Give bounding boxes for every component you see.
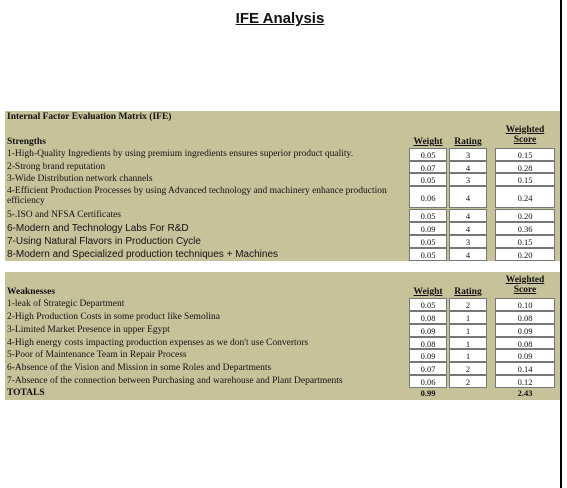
rating-cell: 4 (449, 186, 487, 208)
factor-label: 1-High-Quality Ingredients by using premium ingredients ensures superior product quality. (7, 149, 354, 159)
rating-cell: 1 (449, 324, 487, 337)
rating-cell: 2 (449, 375, 487, 388)
weaknesses-score-header: Weighted Score (505, 275, 545, 295)
matrix-title: Internal Factor Evaluation Matrix (IFE) (7, 112, 172, 122)
factor-label: 7-Using Natural Flavors in Production Cycle (7, 236, 201, 247)
weaknesses-heading: Weaknesses (7, 287, 56, 297)
rating-cell: 4 (449, 248, 487, 261)
page-right-border (560, 0, 562, 488)
factor-label: 4-High energy costs impacting production expenses as we don't use Convertors (7, 338, 309, 348)
strengths-heading: Strengths (7, 137, 46, 147)
factor-label: 5-Poor of Maintenance Team in Repair Process (7, 350, 187, 360)
strengths-rating-header: Rating (454, 137, 482, 147)
score-cell: 0.10 (495, 298, 555, 311)
rating-cell: 4 (449, 222, 487, 235)
rating-cell: 3 (449, 235, 487, 248)
rating-cell: 1 (449, 349, 487, 362)
rating-cell: 4 (449, 161, 487, 173)
factor-label: 6-Modern and Technology Labs For R&D (7, 223, 189, 234)
score-cell: 0.36 (495, 222, 555, 235)
factor-label: 1-leak of Strategic Department (7, 299, 125, 309)
weaknesses-section (5, 272, 560, 400)
score-cell: 0.20 (495, 209, 555, 222)
totals-label: TOTALS (7, 388, 45, 398)
score-cell: 0.08 (495, 337, 555, 349)
weight-cell: 0.05 (409, 248, 447, 261)
page-title: IFE Analysis (235, 10, 325, 27)
weight-cell: 0.09 (409, 222, 447, 235)
rating-cell: 3 (449, 148, 487, 161)
totals-score: 2.43 (517, 388, 533, 398)
weight-cell: 0.08 (409, 337, 447, 349)
weight-cell: 0.05 (409, 173, 447, 186)
score-cell: 0.08 (495, 311, 555, 324)
factor-label: 5-.ISO and NFSA Certificates (7, 210, 121, 220)
rating-cell: 2 (449, 298, 487, 311)
weight-cell: 0.05 (409, 209, 447, 222)
score-cell: 0.09 (495, 324, 555, 337)
factor-label: 2-Strong brand reputation (7, 162, 106, 172)
factor-label: 3-Wide Distribution network channels (7, 174, 153, 184)
score-cell: 0.09 (495, 349, 555, 362)
weight-cell: 0.05 (409, 235, 447, 248)
rating-cell: 4 (449, 209, 487, 222)
rating-cell: 2 (449, 362, 487, 375)
weight-cell: 0.05 (409, 298, 447, 311)
score-cell: 0.20 (495, 248, 555, 261)
rating-cell: 3 (449, 173, 487, 186)
totals-weight: 0.99 (420, 388, 436, 398)
score-cell: 0.28 (495, 161, 555, 173)
factor-label: 6-Absence of the Vision and Mission in some Roles and Departments (7, 363, 272, 373)
score-cell: 0.15 (495, 173, 555, 186)
score-cell: 0.15 (495, 235, 555, 248)
weight-cell: 0.06 (409, 186, 447, 208)
weight-cell: 0.07 (409, 161, 447, 173)
score-cell: 0.14 (495, 362, 555, 375)
factor-label: 7-Absence of the connection between Purchasing and warehouse and Plant Departments (7, 376, 343, 386)
strengths-score-header: Weighted Score (505, 125, 545, 145)
score-cell: 0.12 (495, 375, 555, 388)
weight-cell: 0.09 (409, 324, 447, 337)
strengths-weight-header: Weight (413, 137, 443, 147)
score-cell: 0.24 (495, 186, 555, 208)
strengths-section (5, 111, 560, 261)
factor-label: 8-Modern and Specialized production techniques + Machines (7, 249, 279, 260)
rating-cell: 1 (449, 311, 487, 324)
rating-cell: 1 (449, 337, 487, 349)
factor-label: 4-Efficient Production Processes by using Advanced technology and machinery enhance production efficiency (7, 186, 387, 206)
factor-label: 3-Limited Market Presence in upper Egypt (7, 325, 170, 335)
factor-label: 2-High Production Costs in some product like Semolina (7, 312, 220, 322)
weaknesses-rating-header: Rating (454, 287, 482, 297)
weight-cell: 0.06 (409, 375, 447, 388)
weight-cell: 0.07 (409, 362, 447, 375)
weaknesses-weight-header: Weight (413, 287, 443, 297)
weight-cell: 0.08 (409, 311, 447, 324)
weight-cell: 0.05 (409, 148, 447, 161)
weight-cell: 0.09 (409, 349, 447, 362)
score-cell: 0.15 (495, 148, 555, 161)
